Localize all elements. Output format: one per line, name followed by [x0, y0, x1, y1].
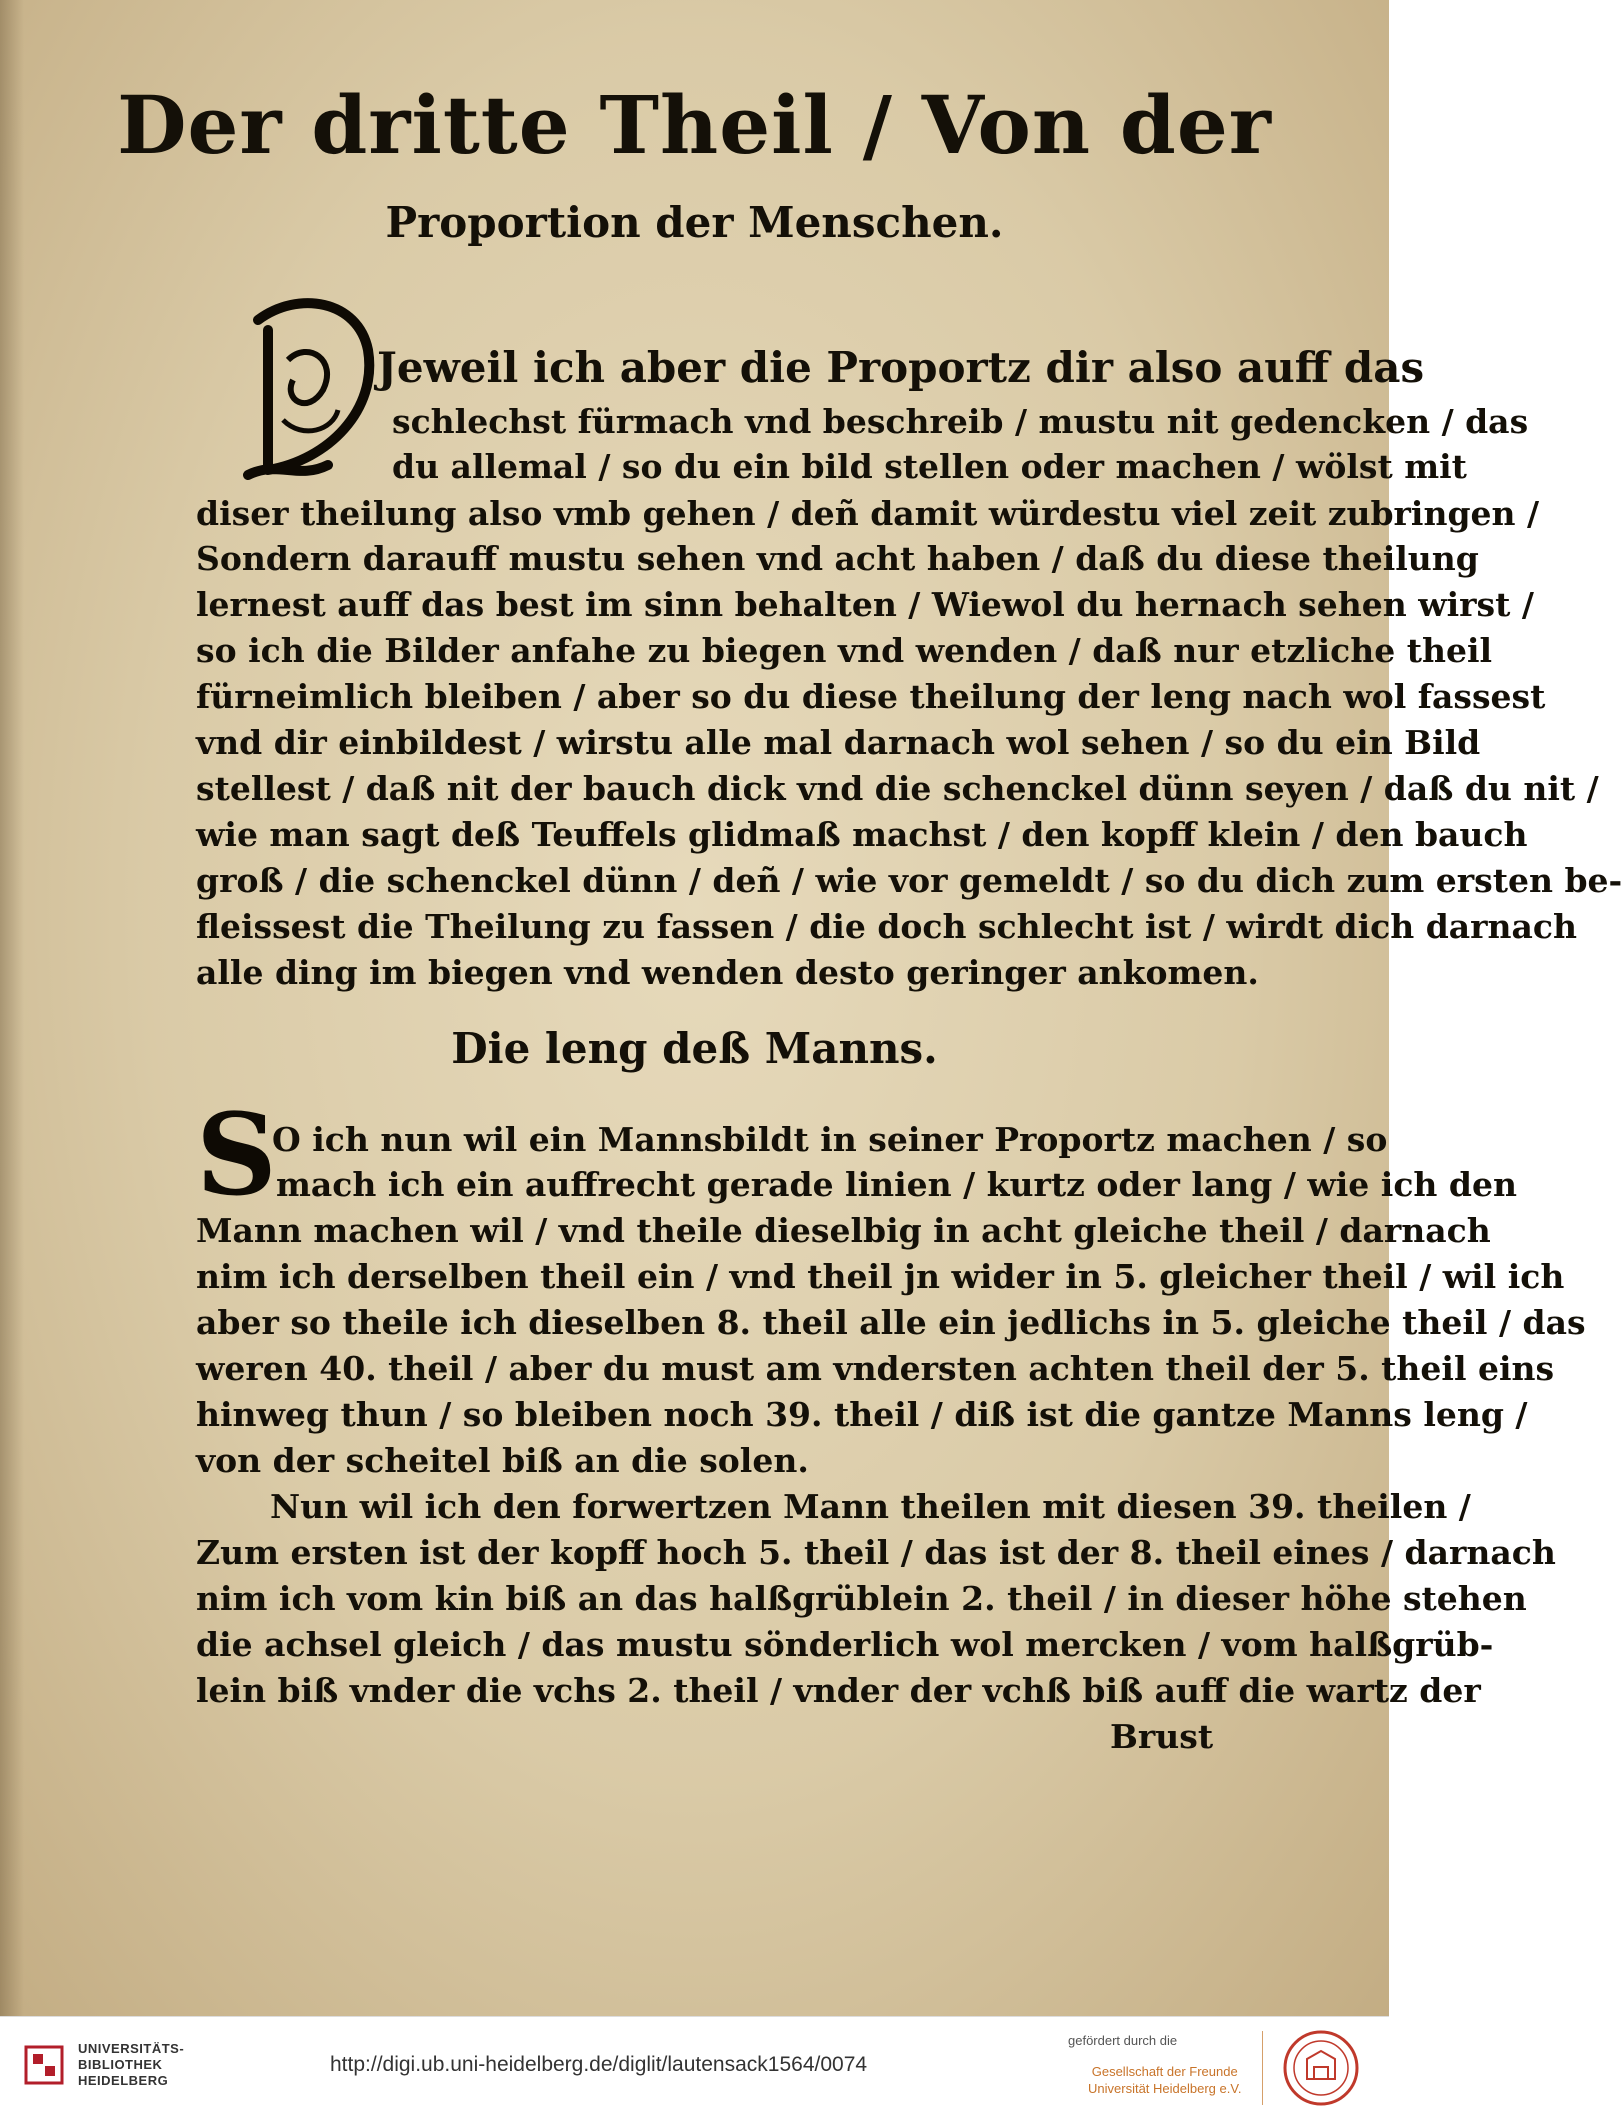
- catchword: Brust: [1110, 1717, 1214, 1756]
- decorated-initial-s: S: [196, 1090, 277, 1221]
- sponsor-label: gefördert durch die: [1068, 2033, 1178, 2048]
- text-line: mach ich ein auffrecht gerade linien / kurtz oder lang / wie ich den: [276, 1165, 1517, 1204]
- text-line: Nun wil ich den forwertzen Mann theilen mit diesen 39. theilen /: [270, 1487, 1471, 1526]
- text-line: Jeweil ich aber die Proportz dir also auff das: [377, 343, 1425, 392]
- text-line: von der scheitel biß an die solen.: [196, 1441, 809, 1480]
- text-line: fürneimlich bleiben / aber so du diese theilung der leng nach wol fassest: [196, 677, 1546, 716]
- text-line: hinweg thun / so bleiben noch 39. theil / diß ist die gantze Manns leng /: [196, 1395, 1528, 1434]
- text-line: die achsel gleich / das mustu sönderlich wol mercken / vom halßgrüb-: [196, 1625, 1494, 1664]
- text-line: du allemal / so du ein bild stellen oder machen / wölst mit: [392, 447, 1467, 486]
- text-line: aber so theile ich dieselben 8. theil alle ein jedlichs in 5. gleiche theil / das: [196, 1303, 1586, 1342]
- permalink-url[interactable]: http://digi.ub.uni-heidelberg.de/diglit/lautensack1564/0074: [330, 2053, 868, 2076]
- viewer-footer: [0, 2016, 1389, 2117]
- text-line: nim ich derselben theil ein / vnd theil jn wider in 5. gleicher theil / wil ich: [196, 1257, 1565, 1296]
- text-line: Mann machen wil / vnd theile dieselbig in acht gleiche theil / darnach: [196, 1211, 1491, 1250]
- library-name: UNIVERSITÄTS- BIBLIOTHEK HEIDELBERG: [78, 2041, 185, 2088]
- text-line: groß / die schenckel dünn / deñ / wie vor gemeldt / so du dich zum ersten be-: [196, 861, 1622, 900]
- text-line: Zum ersten ist der kopff hoch 5. theil / das ist der 8. theil eines / darnach: [196, 1533, 1556, 1572]
- text-line: weren 40. theil / aber du must am vndersten achten theil der 5. theil eins: [196, 1349, 1555, 1388]
- sponsor-name: Gesellschaft der Freunde Universität Heidelberg e.V.: [1088, 2064, 1242, 2096]
- initial-flourish-icon: [238, 290, 388, 490]
- library-logo-icon: [24, 2045, 64, 2085]
- text-line: so ich die Bilder anfahe zu biegen vnd wenden / daß nur etzliche theil: [196, 631, 1493, 670]
- text-line: fleissest die Theilung zu fassen / die doch schlecht ist / wirdt dich darnach: [196, 907, 1578, 946]
- text-line: wie man sagt deß Teuffels glidmaß machst / den kopff klein / den bauch: [196, 815, 1528, 854]
- section-heading: Die leng deß Manns.: [451, 1024, 938, 1073]
- footer-divider: [1262, 2031, 1263, 2105]
- text-line: O ich nun wil ein Mannsbildt in seiner Proportz machen / so: [272, 1120, 1388, 1159]
- text-line: vnd dir einbildest / wirstu alle mal darnach wol sehen / so du ein Bild: [196, 723, 1481, 762]
- text-line: schlechst fürmach vnd beschreib / mustu nit gedencken / das: [392, 402, 1529, 441]
- text-line: lein biß vnder die vchs 2. theil / vnder der vchß biß auff die wartz der: [196, 1671, 1481, 1710]
- text-line: nim ich vom kin biß an das halßgrüblein 2. theil / in dieser höhe stehen: [196, 1579, 1527, 1618]
- page-title: Der dritte Theil / Von der: [117, 78, 1272, 172]
- text-line: stellest / daß nit der bauch dick vnd die schenckel dünn seyen / daß du nit /: [196, 769, 1599, 808]
- text-line: Sondern darauff mustu sehen vnd acht haben / daß du diese theilung: [196, 539, 1479, 578]
- text-line: lernest auff das best im sinn behalten / Wiewol du hernach sehen wirst /: [196, 585, 1534, 624]
- text-line: alle ding im biegen vnd wenden desto geringer ankomen.: [196, 953, 1259, 992]
- page-subtitle: Proportion der Menschen.: [385, 198, 1004, 247]
- text-line: diser theilung also vmb gehen / deñ damit würdestu viel zeit zubringen /: [196, 494, 1540, 533]
- university-seal-icon: [1282, 2029, 1360, 2107]
- decorated-initial-d: [228, 290, 378, 480]
